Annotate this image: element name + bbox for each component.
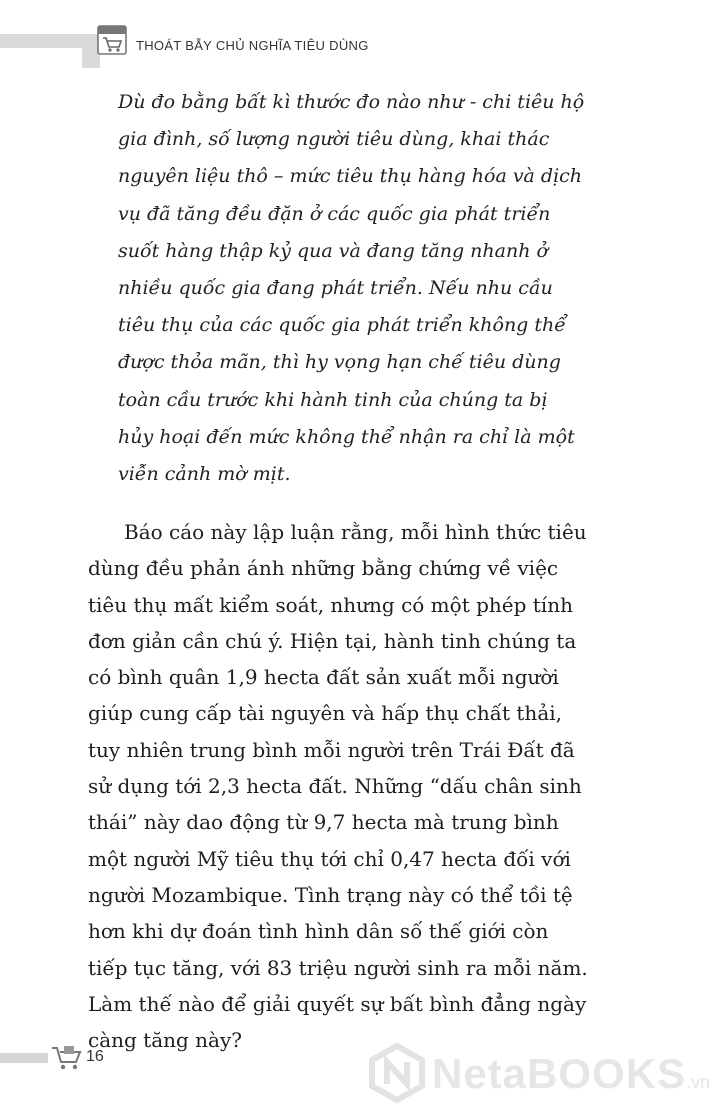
watermark-text <box>432 1050 710 1098</box>
footer-decor-bar <box>0 1053 48 1063</box>
page-number: 16 <box>86 1048 104 1065</box>
body-paragraph: Báo cáo này lập luận rằng, mỗi hình thức tiêu dùng đều phản ánh những bằng chứng về việc tiêu thụ mất kiểm soát, nhưng có một phép tính đơn giản cần chú ý. Hiện tại, hành tinh chúng ta có bình quân 1,9 hecta đất sản xuất mỗi người giúp cung cấp tài nguyên và hấp thụ chất thải, tuy nhiên trung bình mỗi người trên Trái Đất đã sử dụng tới 2,3 hecta đất. Những “dấu chân sinh thái” này dao động từ 9,7 hecta mà trung bình một người Mỹ tiêu thụ tới chỉ 0,47 hecta đối với người Mozambique. Tình trạng này có thể tồi tệ hơn khi dự đoán tình hình dân số thế giới còn tiếp tục tăng, với 83 triệu người sinh ra mỗi năm. Làm thế nào để giải quyết sự bất bình đẳng ngày càng tăng này? <box>88 520 588 1053</box>
italic-quote-block <box>118 84 588 493</box>
netabooks-logo-icon <box>368 1044 426 1102</box>
quote-text: Dù đo bằng bất kì thước đo nào như - chi tiêu hộ gia đình, số lượng người tiêu dùng, khai thác nguyên liệu thô – mức tiêu thụ hàng hóa và dịch vụ đã tăng đều đặn ở các quốc gia phát triển suốt hàng thập kỷ qua và đang tăng nhanh ở nhiều quốc gia đang phát triển. Nếu nhu cầu tiêu thụ của các quốc gia phát triển không thể được thỏa mãn, thì hy vọng hạn chế tiêu dùng toàn cầu trước khi hành tinh của chúng ta bị hủy hoại đến mức không thể nhận ra chỉ là một viễn cảnh mờ mịt. <box>118 91 585 486</box>
running-header-title: THOÁT BẪY CHỦ NGHĨA TIÊU DÙNG <box>136 38 369 53</box>
watermark-brand: NetaBOOKS <box>432 1050 687 1097</box>
watermark <box>368 1040 710 1112</box>
watermark-suffix: .vn <box>686 1072 710 1092</box>
shopping-cart-icon <box>50 1042 84 1072</box>
shopping-cart-icon <box>94 22 130 58</box>
body-text-block <box>88 514 588 1058</box>
